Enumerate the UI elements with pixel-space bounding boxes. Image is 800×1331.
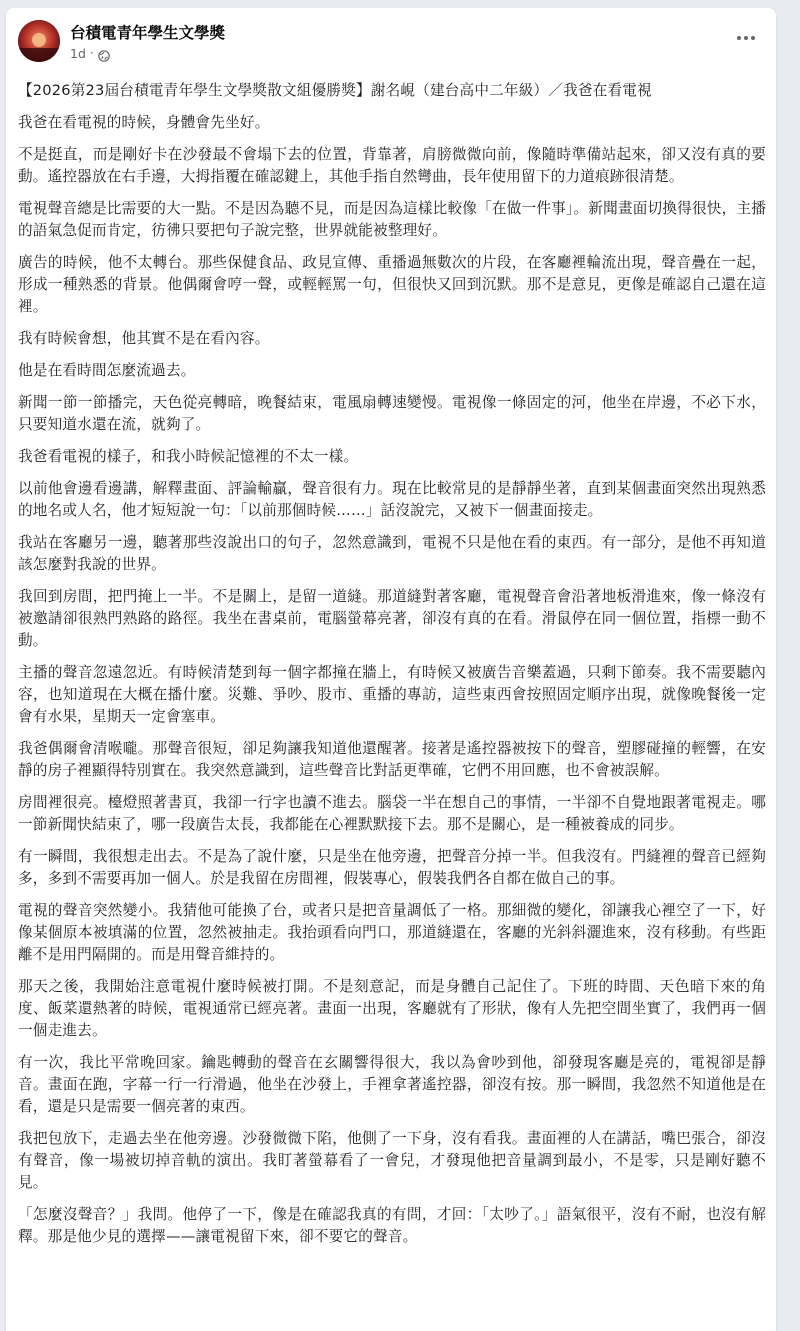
- post-paragraph: 他是在看時間怎麼流過去。: [18, 362, 196, 379]
- post-paragraph: 「怎麼沒聲音？」我問。他停了一下，像是在確認我真的有問，才回：「太吵了。」語氣很平，沒有不耐，也沒有解釋。那是他少見的選擇——讓電視留下來，卻不要它的聲音。: [18, 1206, 766, 1245]
- post-paragraph: 有一瞬間，我很想走出去。不是為了說什麼，只是坐在他旁邊，把聲音分掉一半。但我沒有。門縫裡的聲音已經夠多，多到不需要再加一個人。於是我留在房間裡，假裝專心，假裝我們各自都在做自己的事。: [18, 848, 766, 887]
- post-paragraph: 廣告的時候，他不太轉台。那些保健食品、政見宣傳、重播過無數次的片段，在客廳裡輪流出現，聲音疊在一起，形成一種熟悉的背景。他偶爾會哼一聲，或輕輕罵一句，但很快又回到沉默。那不是意見，更像是確認自己還在這裡。: [18, 254, 766, 315]
- more-options-icon: [737, 36, 741, 40]
- post-paragraph: 我把包放下，走過去坐在他旁邊。沙發微微下陷，他側了一下身，沒有看我。畫面裡的人在講話，嘴巴張合，卻沒有聲音，像一場被切掉音軌的演出。我盯著螢幕看了一會兒，才發現他把音量調到最小，不是零，只是剛好聽不見。: [18, 1130, 766, 1191]
- globe-icon: [98, 47, 110, 59]
- post-paragraph: 主播的聲音忽遠忽近。有時候清楚到每一個字都撞在牆上，有時候又被廣告音樂蓋過，只剩下節奏。我不需要聽內容，也知道現在大概在播什麼。災難、爭吵、股市、重播的專訪，這些東西會按照固定順序出現，就像晚餐後一定會有水果，星期天一定會塞車。: [18, 664, 766, 725]
- post-paragraph: 我站在客廳另一邊，聽著那些沒說出口的句子，忽然意識到，電視不只是他在看的東西。有一部分，是他不再知道該怎麼對我說的世界。: [18, 534, 766, 573]
- post-paragraph: 我爸偶爾會清喉嚨。那聲音很短，卻足夠讓我知道他還醒著。接著是遙控器被按下的聲音，塑膠碰撞的輕響，在安靜的房子裡顯得特別實在。我突然意識到，這些聲音比對話更準確，它們不用回應，也不會被誤解。: [18, 740, 766, 779]
- more-options-button[interactable]: [730, 26, 762, 50]
- post-body: [18, 80, 766, 1258]
- post-paragraph: 電視的聲音突然變小。我猜他可能換了台，或者只是把音量調低了一格。那細微的變化，卻讓我心裡空了一下，好像某個原本被填滿的位置，忽然被抽走。我抬頭看向門口，那道縫還在，客廳的光斜斜灑進來，沒有移動。有些距離不是用門隔開的。而是用聲音維持的。: [18, 902, 766, 963]
- avatar-image: [18, 20, 60, 62]
- post-paragraph: 我回到房間，把門掩上一半。不是關上，是留一道縫。那道縫對著客廳，電視聲音會沿著地板滑進來，像一條沒有被邀請卻很熟門熟路的路徑。我坐在書桌前，電腦螢幕亮著，卻沒有真的在看。滑鼠停在同一個位置，指標一動不動。: [18, 588, 766, 649]
- post-paragraph: 有一次，我比平常晚回家。鑰匙轉動的聲音在玄關響得很大，我以為會吵到他，卻發現客廳是亮的，電視卻是靜音。畫面在跑，字幕一行一行滑過，他坐在沙發上，手裡拿著遙控器，卻沒有按。那一瞬間，我忽然不知道他是在看，還是只是需要一個亮著的東西。: [18, 1054, 766, 1115]
- post-paragraph: 新聞一節一節播完，天色從亮轉暗，晚餐結束，電風扇轉速變慢。電視像一條固定的河，他坐在岸邊，不必下水，只要知道水還在流，就夠了。: [18, 394, 766, 433]
- post-meta: [70, 45, 110, 61]
- post-paragraph: 我爸看電視的樣子，和我小時候記憶裡的不太一樣。: [18, 448, 359, 465]
- post-paragraph: 電視聲音總是比需要的大一點。不是因為聽不見，而是因為這樣比較像「在做一件事」。新聞畫面切換得很快，主播的語氣急促而肯定，彷彿只要把句子說完整，世界就能被整理好。: [18, 200, 766, 239]
- post-paragraph: 我有時候會想，他其實不是在看內容。: [18, 330, 270, 347]
- post-paragraph: 不是挺直，而是剛好卡在沙發最不會塌下去的位置，背靠著，肩膀微微向前，像隨時準備站起來，卻又沒有真的要動。遙控器放在右手邊，大拇指覆在確認鍵上，其他手指自然彎曲，長年使用留下的力道痕跡很清楚。: [18, 146, 766, 185]
- post-header: [6, 8, 776, 74]
- post-timestamp[interactable]: 1d: [70, 45, 86, 61]
- post-paragraph: 那天之後，我開始注意電視什麼時候被打開。不是刻意記，而是身體自己記住了。下班的時間、天色暗下來的角度、飯菜還熱著的時候，電視通常已經亮著。畫面一出現，客廳就有了形狀，像有人先把空間坐實了，我們再一個一個走進去。: [18, 978, 766, 1039]
- page-avatar[interactable]: [18, 20, 60, 62]
- page-name[interactable]: 台積電青年學生文學獎: [70, 24, 226, 42]
- post-paragraph: 房間裡很亮。檯燈照著書頁，我卻一行字也讀不進去。腦袋一半在想自己的事情，一半卻不自覺地跟著電視走。哪一節新聞快結束了，哪一段廣告太長，我都能在心裡默默接下去。那不是關心，是一種被養成的同步。: [18, 794, 766, 833]
- post-paragraph: 以前他會邊看邊講，解釋畫面、評論輸贏，聲音很有力。現在比較常見的是靜靜坐著，直到某個畫面突然出現熟悉的地名或人名，他才短短說一句：「以前那個時候……」話沒說完，又被下一個畫面接走。: [18, 480, 766, 519]
- post-card: [6, 8, 776, 1331]
- post-paragraph: 我爸在看電視的時候，身體會先坐好。: [18, 114, 270, 131]
- post-title: 【2026第23屆台積電青年學生文學獎散文組優勝獎】謝名峴（建台高中二年級）／我爸在看電視: [18, 82, 652, 99]
- meta-separator: ·: [89, 46, 94, 60]
